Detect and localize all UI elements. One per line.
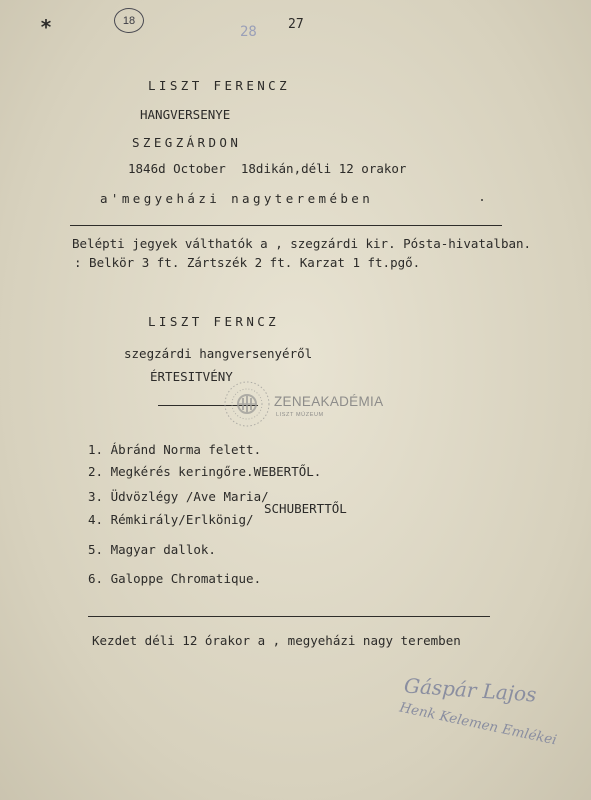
page-number: 27	[288, 17, 304, 32]
report-composer: LISZT FERNCZ	[148, 314, 280, 329]
title-date: 1846d October 18dikán,déli 12 orakor	[128, 161, 407, 176]
pencil-number: 28	[240, 24, 257, 40]
handwritten-note: Henk Kelemen Emlékei	[398, 699, 559, 749]
watermark-subtitle: LISZT MÚZEUM	[276, 412, 324, 418]
report-subtitle: szegzárdi hangversenyéről	[124, 346, 313, 361]
report-title: ÉRTESITVÉNY	[150, 369, 233, 384]
program-item: 2. Megkérés keringőre.WEBERTŐL.	[88, 464, 322, 479]
start-time-note: Kezdet déli 12 órakor a , megyeházi nagy teremben	[92, 633, 461, 648]
title-place: SZEGZÁRDON	[132, 135, 242, 150]
title-concert: HANGVERSENYE	[140, 107, 231, 122]
program-item: 1. Ábránd Norma felett.	[88, 442, 262, 457]
title-venue: a'megyeházi nagyteremében	[100, 191, 374, 206]
program-composer-bracket: SCHUBERTTŐL	[264, 501, 347, 516]
bottom-rule	[88, 616, 490, 617]
program-item: 6. Galoppe Chromatique.	[88, 571, 262, 586]
ticket-info: Belépti jegyek válthatók a , szegzárdi kir. Pósta-hivatalban.	[72, 236, 532, 251]
program-item: 4. Rémkirály/Erlkönig/	[88, 512, 254, 527]
program-item: 3. Üdvözlégy /Ave Maria/	[88, 489, 269, 504]
circled-number-text: 18	[122, 14, 136, 27]
stray-dot	[481, 199, 483, 201]
handwritten-signature: Gáspár Lajos	[403, 673, 538, 707]
ticket-prices: : Belkör 3 ft. Zártszék 2 ft. Karzat 1 ft.pgő.	[74, 255, 421, 270]
program-item: 5. Magyar dallok.	[88, 542, 216, 557]
circled-number	[114, 8, 144, 33]
watermark-name: ZENEAKADÉMIA	[274, 394, 384, 409]
zeneakademia-watermark	[222, 378, 392, 430]
zeneakademia-logo-icon	[222, 379, 272, 429]
top-rule	[70, 225, 502, 226]
asterisk-mark: *	[40, 15, 53, 39]
title-composer: LISZT FERENCZ	[148, 78, 291, 93]
